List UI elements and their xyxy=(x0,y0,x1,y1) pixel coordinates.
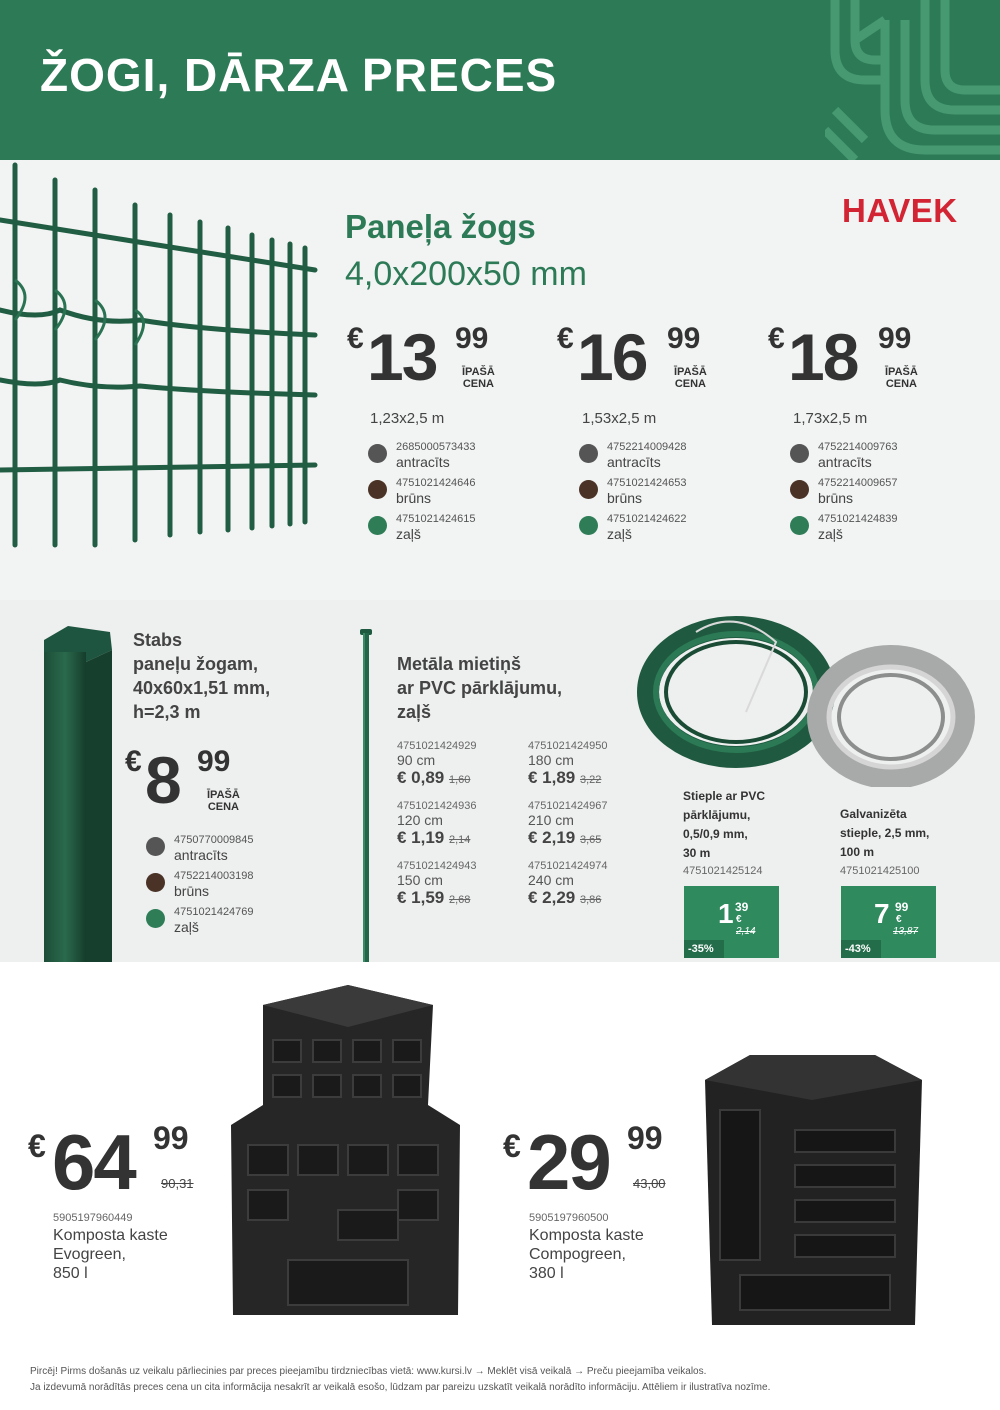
discount-badge: -43% xyxy=(841,940,881,958)
color-swatch xyxy=(579,480,598,499)
price-integer: 16 xyxy=(577,320,647,394)
variant-code: 4752214009763 xyxy=(818,441,898,453)
color-swatch xyxy=(368,480,387,499)
compost-bin-evogreen-image xyxy=(228,985,463,1320)
variant-code: 4751021424653 xyxy=(607,477,687,489)
variant-code: 4752214003198 xyxy=(174,870,254,882)
variant-name: brūns xyxy=(607,490,643,506)
old-price: 90,31 xyxy=(161,1176,194,1191)
page-title: ŽOGI, DĀRZA PRECES xyxy=(40,49,558,101)
special-price-label: ĪPAŠĀ CENA xyxy=(885,366,918,390)
discount-badge: -35% xyxy=(684,940,724,958)
price-decimal: 99 xyxy=(667,322,701,355)
color-swatch xyxy=(790,444,809,463)
variant-bruns xyxy=(368,476,538,512)
color-swatch xyxy=(368,516,387,535)
panel-price-3 xyxy=(768,322,968,402)
color-swatch xyxy=(146,873,165,892)
panel-size-3: 1,73x2,5 m xyxy=(793,410,868,427)
variant-name: zaļš xyxy=(607,526,632,542)
old-price: 2,14 xyxy=(736,926,756,937)
special-price-label: ĪPAŠĀ CENA xyxy=(674,366,707,390)
variant-antracits xyxy=(579,440,749,476)
post-title: Stabs paneļu žogam, 40x60x1,51 mm, h=2,3 m xyxy=(133,630,271,722)
variant-bruns xyxy=(790,476,960,512)
variant-code: 2685000573433 xyxy=(396,441,476,453)
compost-compogreen-code: 5905197960500 xyxy=(529,1212,609,1224)
price-decimal: 99 xyxy=(878,322,912,355)
variant-zals xyxy=(579,512,749,548)
variant-code: 4752214009428 xyxy=(607,441,687,453)
special-price-label: ĪPAŠĀ CENA xyxy=(462,366,495,390)
panel-size-2: 1,53x2,5 m xyxy=(582,410,657,427)
color-swatch xyxy=(579,444,598,463)
variant-zals xyxy=(146,905,316,941)
color-swatch xyxy=(146,909,165,928)
euro-sign: € xyxy=(768,322,785,355)
old-price: 43,00 xyxy=(633,1176,666,1191)
wire-coils-image xyxy=(636,612,976,787)
price-integer: 1 xyxy=(718,898,734,929)
variant-code: 4751021424646 xyxy=(396,477,476,489)
variant-name: antracīts xyxy=(396,454,450,470)
stake-title: Metāla mietiņš ar PVC pārklājumu, zaļš xyxy=(397,654,563,722)
galv-wire-price-box xyxy=(841,886,936,958)
color-swatch xyxy=(368,444,387,463)
compost-compogreen-name: Komposta kaste Compogreen, 380 l xyxy=(529,1227,644,1282)
price-decimal: 99 xyxy=(197,745,231,778)
panel-size-1: 1,23x2,5 m xyxy=(370,410,445,427)
post-price xyxy=(125,745,325,825)
variant-name: brūns xyxy=(174,883,210,899)
havek-brand-logo: HAVEK xyxy=(842,192,958,229)
stake-item-210: 4751021424967 210 cm € 2,19 3,65 xyxy=(528,800,608,847)
compost-evogreen-name: Komposta kaste Evogreen, 850 l xyxy=(53,1227,168,1282)
euro-sign: € xyxy=(347,322,364,355)
old-price: 13,87 xyxy=(893,926,919,937)
variant-name: zaļš xyxy=(174,919,199,935)
variant-name: zaļš xyxy=(396,526,421,542)
special-price-label: ĪPAŠĀ CENA xyxy=(207,789,240,813)
euro-sign: € xyxy=(125,745,142,778)
store-logo-icon xyxy=(825,0,1000,160)
footer-availability-note: Pircēj! Pirms došanās uz veikalu pārliecinies par preces pieejamību tirdzniecības vietā: www.kursi.lv → Meklēt visā veikalā → Preču pieejamība veikalos. xyxy=(30,1366,707,1377)
price-integer: 29 xyxy=(527,1118,610,1206)
variant-code: 4752214009657 xyxy=(818,477,898,489)
stake-item-240: 4751021424974 240 cm € 2,29 3,86 xyxy=(528,860,608,907)
color-swatch xyxy=(790,516,809,535)
price-decimal: 99 xyxy=(895,900,909,914)
variant-code: 4751021424615 xyxy=(396,513,476,525)
price-decimal: 99 xyxy=(627,1120,663,1156)
price-decimal: 99 xyxy=(455,322,489,355)
color-swatch xyxy=(146,837,165,856)
variant-name: zaļš xyxy=(818,526,843,542)
fence-panel-image xyxy=(0,160,320,560)
variant-zals xyxy=(368,512,538,548)
euro-sign: € xyxy=(736,914,742,925)
compost-bin-compogreen-image xyxy=(700,1050,925,1325)
compost-evogreen-price xyxy=(28,1118,248,1208)
panel-fence-subtitle: 4,0x200x50 mm xyxy=(345,255,587,293)
stake-item-150: 4751021424943 150 cm € 1,59 2,68 xyxy=(397,860,477,907)
pvc-wire-code: 4751021425124 xyxy=(683,865,763,877)
price-integer: 13 xyxy=(367,320,437,394)
metal-stake-image xyxy=(355,625,377,962)
footer-disclaimer: Ja izdevumā norādītās preces cena un cita informācija nesakrīt ar veikalā esošo, lūdzam par pareizu uzskatīt veikalā norādīto informāciju. Attēliem ir ilustratīva nozīme. xyxy=(30,1382,771,1393)
variant-code: 4751021424839 xyxy=(818,513,898,525)
euro-sign: € xyxy=(28,1128,46,1164)
compost-evogreen-code: 5905197960449 xyxy=(53,1212,133,1224)
page-header xyxy=(0,0,1000,160)
variant-bruns xyxy=(146,869,316,905)
price-integer: 18 xyxy=(788,320,858,394)
stake-item-90: 4751021424929 90 cm € 0,89 1,60 xyxy=(397,740,477,787)
variant-antracits xyxy=(790,440,960,476)
pvc-wire-title: Stieple ar PVC pārklājumu, 0,5/0,9 mm, 30 m xyxy=(683,789,766,860)
panel-fence-title: Paneļa žogs xyxy=(345,208,536,245)
variant-name: antracīts xyxy=(818,454,872,470)
stake-item-180: 4751021424950 180 cm € 1,89 3,22 xyxy=(528,740,608,787)
variant-name: antracīts xyxy=(174,847,228,863)
variant-antracits xyxy=(146,833,316,869)
price-decimal: 99 xyxy=(153,1120,189,1156)
variant-code: 4751021424769 xyxy=(174,906,254,918)
price-integer: 64 xyxy=(52,1118,135,1206)
variant-antracits xyxy=(368,440,538,476)
euro-sign: € xyxy=(896,914,902,925)
galv-wire-title: Galvanizēta stieple, 2,5 mm, 100 m xyxy=(840,807,930,859)
color-swatch xyxy=(790,480,809,499)
euro-sign: € xyxy=(503,1128,521,1164)
pvc-wire-price-box xyxy=(684,886,779,958)
variant-name: brūns xyxy=(818,490,854,506)
galv-wire-code: 4751021425100 xyxy=(840,865,920,877)
euro-sign: € xyxy=(557,322,574,355)
panel-price-1 xyxy=(347,322,547,402)
price-integer: 8 xyxy=(145,743,180,817)
color-swatch xyxy=(579,516,598,535)
variant-name: brūns xyxy=(396,490,432,506)
price-integer: 7 xyxy=(874,898,890,929)
price-decimal: 39 xyxy=(735,900,749,914)
variant-name: antracīts xyxy=(607,454,661,470)
panel-price-2 xyxy=(557,322,757,402)
variant-bruns xyxy=(579,476,749,512)
variant-code: 4750770009845 xyxy=(174,834,254,846)
fence-post-image xyxy=(38,622,118,962)
stake-item-120: 4751021424936 120 cm € 1,19 2,14 xyxy=(397,800,477,847)
compost-compogreen-price xyxy=(503,1118,723,1208)
variant-code: 4751021424622 xyxy=(607,513,687,525)
variant-zals xyxy=(790,512,960,548)
